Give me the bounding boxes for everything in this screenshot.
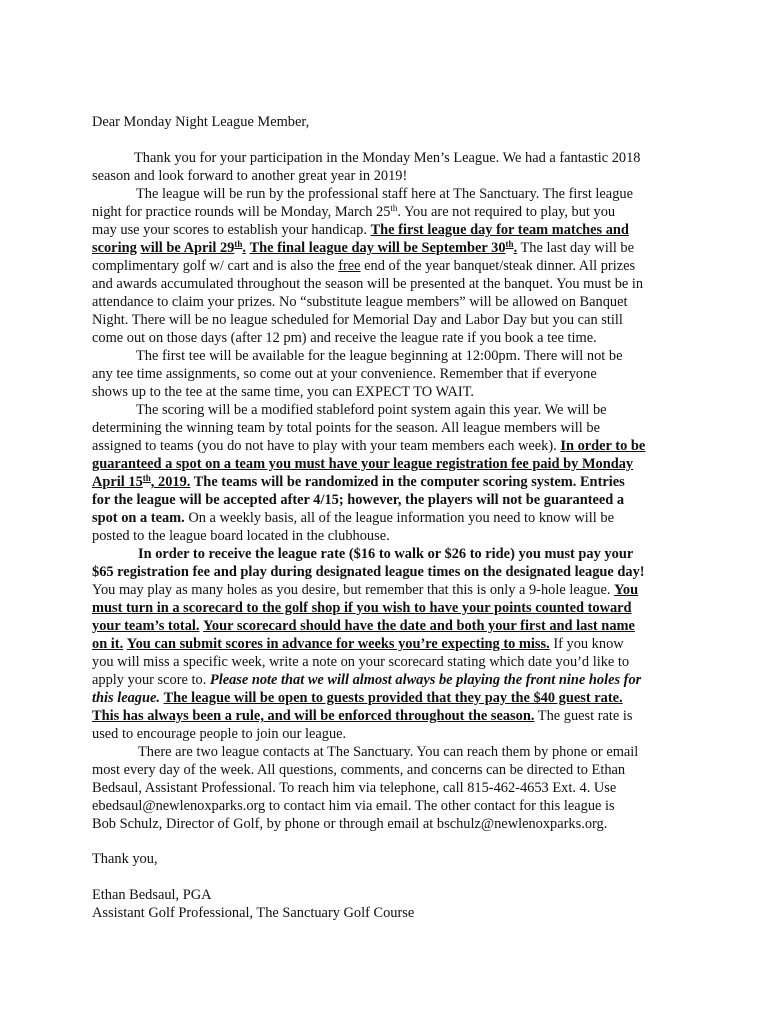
letter-closing: Thank you,	[92, 851, 158, 867]
letter-line	[92, 689, 623, 707]
line-text: shows up to the tee at the same time, you can EXPECT TO WAIT.	[92, 384, 474, 400]
signature-title: Assistant Golf Professional, The Sanctuary Golf Course	[92, 905, 415, 921]
letter-line	[92, 239, 634, 257]
line-text: On a weekly basis, all of the league information you need to know will be	[184, 510, 614, 526]
line-text: April 15	[92, 474, 143, 490]
line-text: The first tee will be available for the league beginning at 12:00pm. There will not be	[136, 348, 623, 364]
letter-line	[92, 329, 597, 347]
letter-line	[92, 581, 638, 599]
superscript-text: th	[142, 473, 151, 483]
line-text: night for practice rounds will be Monday, March 25	[92, 204, 391, 220]
line-text: ebedsaul@newlenoxparks.org to contact him via email. The other contact for this league is	[92, 798, 615, 814]
line-text: end of the year banquet/steak dinner. All prizes	[360, 258, 636, 274]
line-text: you will miss a specific week, write a note on your scorecard stating which date you’d like to	[92, 654, 630, 670]
line-text: Bedsaul, Assistant Professional. To reach him via telephone, call 815-462-4653 Ext. 4. Use	[92, 780, 617, 796]
line-text: There are two league contacts at The Sanctuary. You can reach them by phone or email	[138, 744, 639, 760]
line-text: The teams will be randomized in the computer scoring system. Entries	[190, 474, 625, 490]
line-text: Thank you for your participation in the Monday Men’s League. We had a fantastic 2018	[134, 150, 641, 166]
superscript-text: th	[234, 239, 243, 249]
line-text: The final league day will be September 30	[249, 240, 506, 256]
line-text: determining the winning team by total points for the season. All league members will be	[92, 420, 600, 436]
line-text: spot on a team.	[92, 510, 185, 526]
line-text: for the league will be accepted after 4/15; however, the players will not be guaranteed a	[92, 492, 625, 508]
letter-line	[136, 347, 622, 365]
line-text: The first league day for team matches and	[370, 222, 629, 238]
letter-line	[92, 383, 474, 401]
letter-line	[92, 635, 624, 653]
letter-line	[92, 257, 635, 275]
line-text: Night. There will be no league scheduled for Memorial Day and Labor Day but you can still	[92, 312, 623, 328]
letter-line	[136, 185, 633, 203]
line-text: complimentary golf w/ cart and is also the	[92, 258, 339, 274]
line-text: used to encourage people to join our league.	[92, 726, 347, 742]
letter-line	[92, 365, 597, 383]
line-text: . You are not required to play, but you	[397, 204, 616, 220]
line-text: may use your scores to establish your handicap.	[92, 222, 371, 238]
line-text: You may play as many holes as you desire, but remember that this is only a 9-hole league.	[92, 582, 615, 598]
line-text: If you know	[549, 636, 624, 652]
line-text: This has always been a rule, and will be enforced throughout the season.	[92, 708, 535, 724]
line-text: $65 registration fee and play during designated league times on the designated league day!	[92, 564, 645, 580]
line-text: on it.	[92, 636, 124, 652]
line-text: .	[242, 240, 246, 256]
line-text: apply your score to.	[92, 672, 210, 688]
line-text: Bob Schulz, Director of Golf, by phone or through email at bschulz@newlenoxparks.org.	[92, 816, 608, 832]
letter-line	[92, 293, 627, 311]
line-text: Your scorecard should have the date and both your first and last name	[203, 618, 635, 634]
letter-line	[138, 743, 638, 761]
letter-line	[92, 707, 632, 725]
line-text: , 2019.	[150, 474, 191, 490]
line-text: guaranteed a spot on a team you must have your league registration fee paid by Monday	[92, 456, 634, 472]
letter-line	[92, 221, 629, 239]
letter-line	[92, 509, 614, 527]
line-text: must turn in a scorecard to the golf shop if you wish to have your points counted toward	[92, 600, 632, 616]
letter-line	[92, 815, 607, 833]
letter-line	[92, 761, 625, 779]
superscript-text: th	[390, 203, 398, 213]
line-text: .	[513, 240, 518, 256]
line-text: The last day will be	[517, 240, 635, 256]
line-text: any tee time assignments, so come out at your convenience. Remember that if everyone	[92, 366, 597, 382]
line-text: Please note that we will almost always be playing the front nine holes for	[209, 672, 642, 688]
line-text: this league.	[92, 690, 160, 706]
superscript-text: th	[505, 239, 514, 249]
letter-line	[92, 779, 616, 797]
line-text: You can submit scores in advance for weeks you’re expecting to miss.	[126, 636, 550, 652]
line-text: free	[338, 258, 361, 274]
letter-line	[92, 311, 623, 329]
line-text: The guest rate is	[534, 708, 633, 724]
letter-line	[92, 419, 600, 437]
letter-line	[92, 725, 346, 743]
letter-line	[134, 149, 641, 167]
line-text: will be April 29	[140, 240, 235, 256]
line-text: attendance to claim your prizes. No “substitute league members” will be allowed on Banquet	[92, 294, 628, 310]
letter-line	[92, 527, 390, 545]
letter-line	[92, 563, 645, 581]
line-text: The league will be open to guests provided that they pay the $40 guest rate.	[163, 690, 623, 706]
letter-line	[92, 167, 407, 185]
line-text: You	[614, 582, 639, 598]
line-text: In order to be	[560, 438, 646, 454]
line-text: In order to receive the league rate ($16 to walk or $26 to ride) you must pay your	[138, 546, 634, 562]
letter-line	[92, 617, 635, 635]
letter-line	[92, 797, 615, 815]
letter-line	[92, 671, 641, 689]
letter-line	[136, 401, 607, 419]
line-text: your team’s total.	[92, 618, 200, 634]
line-text: most every day of the week. All questions, comments, and concerns can be directed to Ethan	[92, 762, 626, 778]
letter-line	[92, 275, 643, 293]
letter-line	[92, 203, 615, 221]
line-text: scoring	[92, 240, 137, 256]
letter-line	[92, 437, 645, 455]
letter-line	[92, 599, 632, 617]
line-text: come out on those days (after 12 pm) and receive the league rate if you book a tee time.	[92, 330, 597, 346]
letter-line	[92, 473, 625, 491]
line-text: posted to the league board located in the clubhouse.	[92, 528, 390, 544]
letter-line	[92, 653, 629, 671]
line-text: assigned to teams (you do not have to play with your team members each week).	[92, 438, 561, 454]
letter-line	[92, 491, 624, 509]
signature-name: Ethan Bedsaul, PGA	[92, 887, 212, 903]
line-text: and awards accumulated throughout the season will be presented at the banquet. You must be in	[92, 276, 644, 292]
letter-line	[92, 455, 633, 473]
line-text: The scoring will be a modified stableford point system again this year. We will be	[136, 402, 607, 418]
letter-greeting: Dear Monday Night League Member,	[92, 114, 310, 130]
letter-line	[138, 545, 633, 563]
line-text: The league will be run by the professional staff here at The Sanctuary. The first league	[136, 186, 633, 202]
line-text: season and look forward to another great year in 2019!	[92, 168, 408, 184]
